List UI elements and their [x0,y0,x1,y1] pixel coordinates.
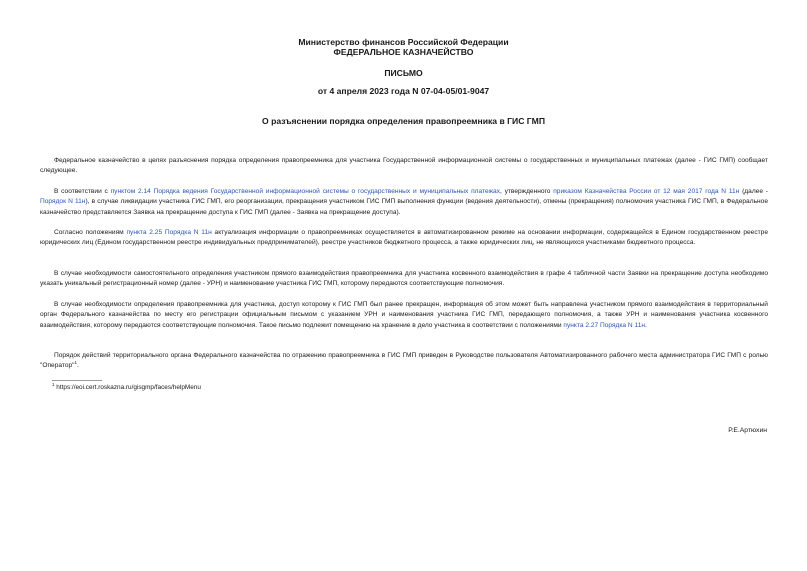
paragraph-text: В соответствии с [54,188,111,195]
footnote-divider [52,380,102,381]
paragraph-2 [40,187,768,218]
document-date-number: от 4 апреля 2023 года N 07-04-05/01-9047 [317,86,490,96]
footnote-reference[interactable]: 1 [74,360,78,366]
paragraph-text: ), в случае ликвидации участника ГИС ГМП, его реорганизации, прекращения участником ГИС ГМП выполнения функции (ведения деятельности), отмены (прекращения) полномочия участника ГИС ГМП, в Федеральное казначейство представляется Заявка на прекращение доступа к ГИС ГМП (далее - Заявка на прекращение доступа). [40,198,768,216]
paragraph-text: Согласно положениям [54,229,127,236]
header-ministry: Министерство финансов Российской Федерации [298,37,509,47]
link-clause-2-25[interactable]: пункта 2.25 Порядка N 11н [126,229,212,236]
paragraph-5 [40,300,768,331]
footnote-url: https://eoi.cert.roskazna.ru/gisgmp/faces/helpMenu [56,384,201,391]
document-subject: О разъяснении порядка определения правопреемника в ГИС ГМП [262,116,545,126]
signature: Р.Е.Артюхин [728,427,767,434]
link-order-11n-short[interactable]: Порядок N 11н [40,198,86,206]
paragraph-6 [40,351,768,372]
link-order-11n[interactable]: приказом Казначейства России от 12 мая 2017 года N 11н [553,188,740,195]
paragraph-text: (далее - [739,188,768,195]
link-clause-2-14[interactable]: пунктом 2.14 Порядка ведения Государственной информационной системы о государственных и муниципальных платежах [110,188,500,195]
paragraph-1: Федеральное казначейство в целях разъяснения порядка определения правопреемника для участника Государственной информационной системы о государственных и муниципальных платежах (далее - ГИС ГМП) сообщает следующее. [40,157,768,175]
paragraph-text: Порядок действий территориального органа Федерального казначейства по отражению правопреемника в ГИС ГМП приведен в Руководстве пользователя Автоматизированного рабочего места администратора ГИС ГМП с ролью "Оператор" [40,352,768,370]
paragraph-text: , утвержденного [499,188,554,195]
document-type: ПИСЬМО [384,68,423,78]
paragraph-text: . [645,321,647,329]
paragraph-text: . [77,362,79,370]
header-agency: ФЕДЕРАЛЬНОЕ КАЗНАЧЕЙСТВО [333,47,474,57]
paragraph-3 [40,228,768,249]
paragraph-text: В случае необходимости определения правопреемника для участника, доступ которому к ГИС ГМП был ранее прекращен, информация об этом может быть направлена участником прямого взаимодействия в территориальный орган Федерального казначейства по месту его регистрации официальным письмом с указанием УРН и наименования участника ГИС ГМП, передающего полномочия, а также УРН и наименования участника косвенного взаимодействия, которому передаются соответствующие полномочия. Такое письмо подлежит помещению на хранение в дело участника в соответствии с положениями [40,301,768,329]
footnote [52,383,201,392]
link-clause-2-27[interactable]: пункта 2.27 Порядка N 11н [563,321,646,329]
paragraph-text: актуализация информации о правопреемниках осуществляется в автоматизированном режиме на основании информации, содержащейся в Едином государственном реестре юридических лиц (Едином государственном реестре индивидуальных предпринимателей), реестре участников бюджетного процесса, а также юридических лиц, не являющихся участниками бюджетного процесса. [40,229,768,247]
paragraph-4: В случае необходимости самостоятельного определения участником прямого взаимодействия правопреемника для участника косвенного взаимодействия в графе 4 табличной части Заявки на прекращение доступа необходимо указать уникальный регистрационный номер (далее - УРН) и наименование участника ГИС ГМП, которому передаются соответствующие полномочия. [40,270,768,288]
footnote-marker: 1 [52,381,55,387]
